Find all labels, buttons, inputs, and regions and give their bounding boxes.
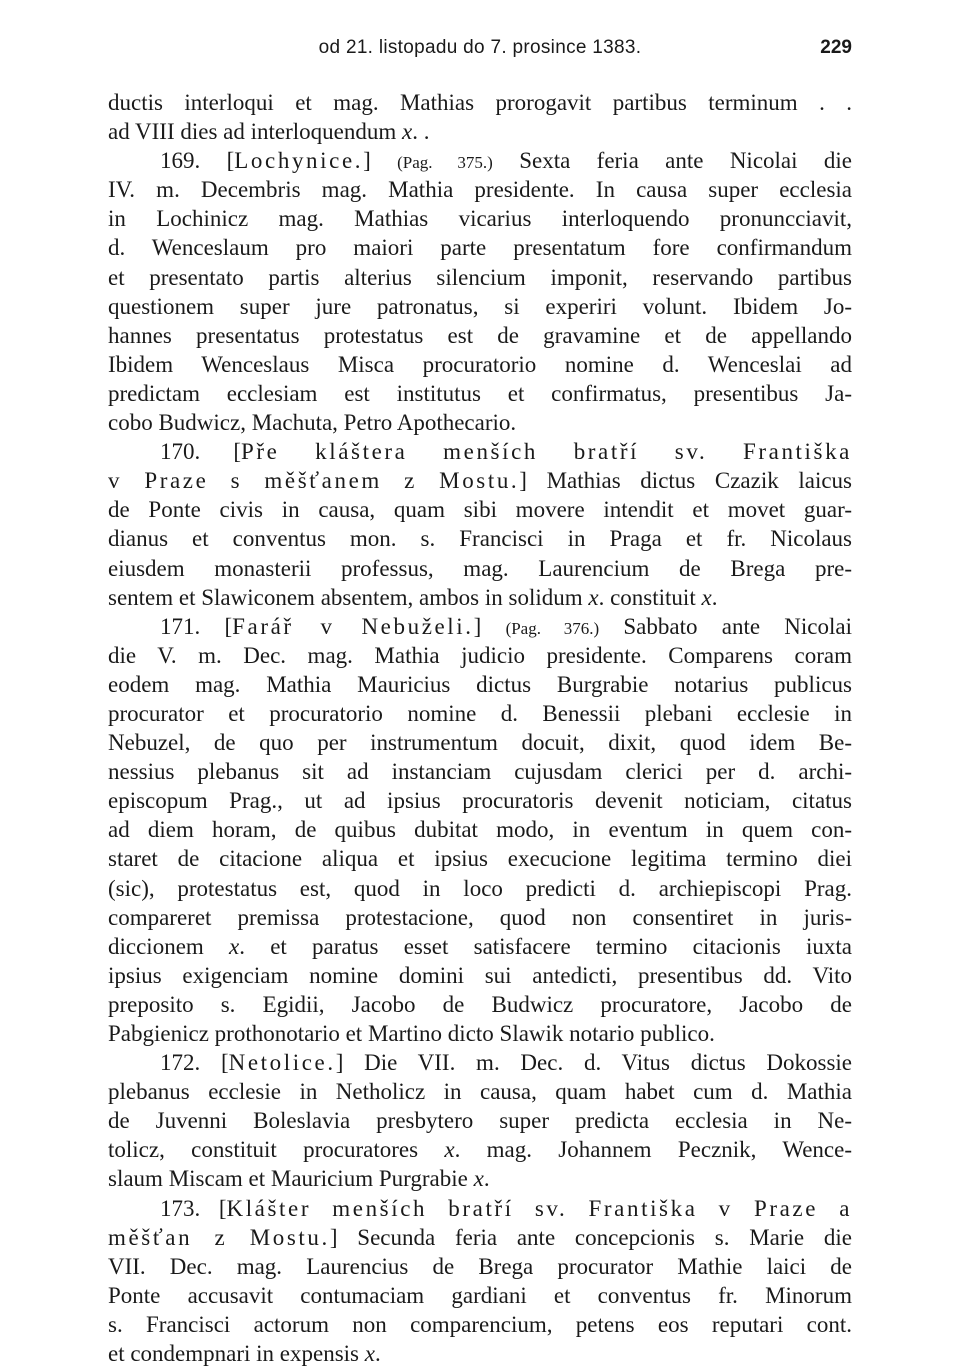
text-run: 173. [ bbox=[160, 1195, 227, 1221]
text-line bbox=[108, 815, 852, 844]
text-run: ] bbox=[363, 148, 398, 174]
text-run: compareret premissa protestacione, quod non consentiret in juris- bbox=[108, 904, 852, 930]
text-line bbox=[108, 1252, 852, 1281]
text-run: nessius plebanus sit ad instanciam cujusdam clerici per d. archi- bbox=[108, 759, 852, 785]
text-run: x bbox=[364, 1341, 375, 1367]
text-run: ductis interloqui et mag. Mathias prorogavit partibus terminum . . bbox=[108, 90, 852, 115]
text-run: questionem super jure patronatus, si experiri volunt. Ibidem Jo- bbox=[108, 293, 852, 319]
page-number: 229 bbox=[820, 37, 852, 58]
text-line bbox=[108, 204, 852, 233]
text-line bbox=[108, 495, 852, 524]
text-run: 172. [ bbox=[160, 1050, 229, 1076]
text-run: die V. m. Dec. mag. Mathia judicio presidente. Comparens coram bbox=[108, 642, 852, 668]
text-run: 169. [ bbox=[160, 148, 235, 174]
body-text bbox=[108, 88, 852, 1368]
text-run: d. Wenceslaum pro maiori parte presentatum fore confirmandum bbox=[108, 235, 852, 261]
entry-heading: měšťan z Mostu. bbox=[108, 1224, 330, 1250]
text-line bbox=[108, 961, 852, 990]
text-run: . et paratus esset satisfacere termino citacionis iuxta bbox=[239, 933, 852, 959]
text-run: . bbox=[483, 1166, 490, 1192]
text-line bbox=[108, 350, 852, 379]
text-line bbox=[108, 88, 852, 117]
text-run: procurator et procuratorio nomine d. Benessii plebani ecclesie in bbox=[108, 700, 852, 726]
text-run: . . bbox=[412, 119, 430, 145]
text-line bbox=[108, 757, 852, 786]
text-line bbox=[108, 699, 852, 728]
text-line bbox=[108, 932, 852, 961]
text-run: x bbox=[701, 584, 712, 610]
text-run: ad VIII dies ad interloquendum bbox=[108, 119, 403, 145]
text-run: x bbox=[588, 584, 599, 610]
entry-heading: Lochynice. bbox=[234, 148, 364, 174]
text-run: ] Die VII. m. Dec. d. Vitus dictus Dokossie bbox=[335, 1050, 852, 1076]
text-line bbox=[108, 1281, 852, 1310]
entry-first-line bbox=[108, 437, 852, 466]
entry-heading: Netolice. bbox=[228, 1050, 336, 1076]
text-run: hannes presentatus protestatus est de gravamine et de appellando bbox=[108, 322, 852, 348]
text-line bbox=[108, 990, 852, 1019]
text-run: s. Francisci actorum non comparencium, petens eos reputari cont. bbox=[108, 1311, 852, 1337]
text-run: x bbox=[229, 933, 240, 959]
text-line bbox=[108, 408, 852, 437]
text-line bbox=[108, 1223, 852, 1252]
text-line bbox=[108, 670, 852, 699]
text-run: ] Secunda feria ante concepcionis s. Marie die bbox=[329, 1224, 852, 1250]
page-reference: (Pag. 375.) bbox=[397, 153, 493, 173]
text-line bbox=[108, 1135, 852, 1164]
text-run: Nebuzel, de quo per instrumentum docuit, dixit, quod idem Be- bbox=[108, 730, 852, 756]
entry-heading: Klášter menších bratří sv. Františka v Praze a bbox=[226, 1195, 852, 1221]
text-run: VII. Dec. mag. Laurencius de Brega procurator Mathie laici de bbox=[108, 1253, 852, 1279]
text-line bbox=[108, 292, 852, 321]
entry-heading: Farář v Nebuželi. bbox=[232, 613, 474, 639]
text-line bbox=[108, 583, 852, 612]
text-line bbox=[108, 1019, 852, 1048]
text-run: episcopum Prag., ut ad ipsius procuratoris devenit noticiam, citatus bbox=[108, 788, 852, 814]
text-run: Sabbato ante Nicolai bbox=[599, 613, 852, 639]
text-line bbox=[108, 1106, 852, 1135]
entry-first-line bbox=[108, 612, 852, 641]
text-run: . constituit bbox=[598, 584, 702, 610]
text-run: . bbox=[711, 584, 718, 610]
text-run: eodem mag. Mathia Mauricius dictus Burgrabie notarius publicus bbox=[108, 671, 852, 697]
text-run: tolicz, constituit procuratores bbox=[108, 1137, 445, 1163]
text-run: (sic), protestatus est, quod in loco predicti d. archiepiscopi Prag. bbox=[108, 875, 852, 901]
text-run: dianus et conventus mon. s. Francisci in Praga et fr. Nicolaus bbox=[108, 526, 852, 552]
text-run: Ponte accusavit contumaciam gardiani et conventus fr. Minorum bbox=[108, 1282, 852, 1308]
text-run: de Ponte civis in causa, quam sibi movere intendit et movet guar- bbox=[108, 497, 852, 523]
text-line bbox=[108, 1164, 852, 1193]
text-line bbox=[108, 321, 852, 350]
text-run: x bbox=[402, 119, 413, 145]
text-run: eiusdem monasterii professus, mag. Laurencium de Brega pre- bbox=[108, 555, 852, 581]
text-line bbox=[108, 1339, 852, 1368]
text-run: 170. [ bbox=[160, 439, 241, 465]
text-run: Ibidem Wenceslaus Misca procuratorio nomine d. Wenceslai ad bbox=[108, 351, 852, 377]
entry-heading: v Praze s měšťanem z Mostu. bbox=[108, 468, 520, 494]
text-run: . mag. Johannem Pecznik, Wence- bbox=[454, 1137, 852, 1163]
text-line bbox=[108, 117, 852, 146]
text-run: IV. m. Decembris mag. Mathia presidente. In causa super ecclesia bbox=[108, 177, 852, 203]
text-run: x bbox=[473, 1166, 484, 1192]
entry-first-line bbox=[108, 1194, 852, 1223]
text-line bbox=[108, 874, 852, 903]
text-run: ] bbox=[473, 613, 506, 639]
text-line bbox=[108, 786, 852, 815]
text-run: sentem et Slawiconem absentem, ambos in solidum bbox=[108, 584, 589, 610]
text-run: in Lochinicz mag. Mathias vicarius interloquendo pronuncciavit, bbox=[108, 206, 852, 232]
text-run: . bbox=[374, 1341, 381, 1367]
text-run: de Juvenni Boleslavia presbytero super predicta ecclesia in Ne- bbox=[108, 1108, 852, 1134]
text-run: preposito s. Egidii, Jacobo de Budwicz procuratore, Jacobo de bbox=[108, 991, 852, 1017]
text-line bbox=[108, 524, 852, 553]
text-run: ipsius exigenciam nomine domini sui antedicti, presentibus dd. Vito bbox=[108, 962, 852, 988]
text-run: Pabgienicz prothonotario et Martino dicto Slawik notario publico. bbox=[108, 1021, 715, 1046]
text-line bbox=[108, 1077, 852, 1106]
text-run: et condempnari in expensis bbox=[108, 1341, 365, 1367]
page-reference: (Pag. 376.) bbox=[505, 618, 600, 638]
text-run: Sexta feria ante Nicolai die bbox=[492, 148, 852, 174]
text-line bbox=[108, 554, 852, 583]
text-run: ad diem horam, de quibus dubitat modo, in eventum in quem con- bbox=[108, 817, 852, 843]
entry-first-line bbox=[108, 1048, 852, 1077]
text-run: x bbox=[444, 1137, 455, 1163]
text-run: slaum Miscam et Mauricium Purgrabie bbox=[108, 1166, 474, 1192]
entry-first-line bbox=[108, 146, 852, 175]
entry-heading: Pře kláštera menších bratří sv. Františka bbox=[241, 439, 852, 465]
text-line bbox=[108, 466, 852, 495]
running-head: od 21. listopadu do 7. prosince 1383. bbox=[318, 37, 642, 58]
text-line bbox=[108, 728, 852, 757]
text-line bbox=[108, 379, 852, 408]
text-run: ] Mathias dictus Czazik laicus bbox=[519, 468, 852, 494]
text-line bbox=[108, 844, 852, 873]
text-line bbox=[108, 263, 852, 292]
text-run: 171. [ bbox=[160, 613, 233, 639]
page-header bbox=[108, 34, 852, 68]
text-line bbox=[108, 175, 852, 204]
text-run: cobo Budwicz, Machuta, Petro Apothecario. bbox=[108, 410, 517, 436]
text-run: predictam ecclesiam est institutus et confirmatus, presentibus Ja- bbox=[108, 380, 852, 406]
text-run: staret de citacione aliqua et ipsius execucione legitima termino diei bbox=[108, 846, 852, 872]
text-line bbox=[108, 641, 852, 670]
text-line bbox=[108, 1310, 852, 1339]
text-line bbox=[108, 233, 852, 262]
text-line bbox=[108, 903, 852, 932]
text-run: et presentato partis alterius silencium imponit, reservando partibus bbox=[108, 264, 852, 290]
text-run: plebanus ecclesie in Netholicz in causa, quam habet cum d. Mathia bbox=[108, 1079, 852, 1105]
text-run: diccionem bbox=[108, 933, 230, 959]
